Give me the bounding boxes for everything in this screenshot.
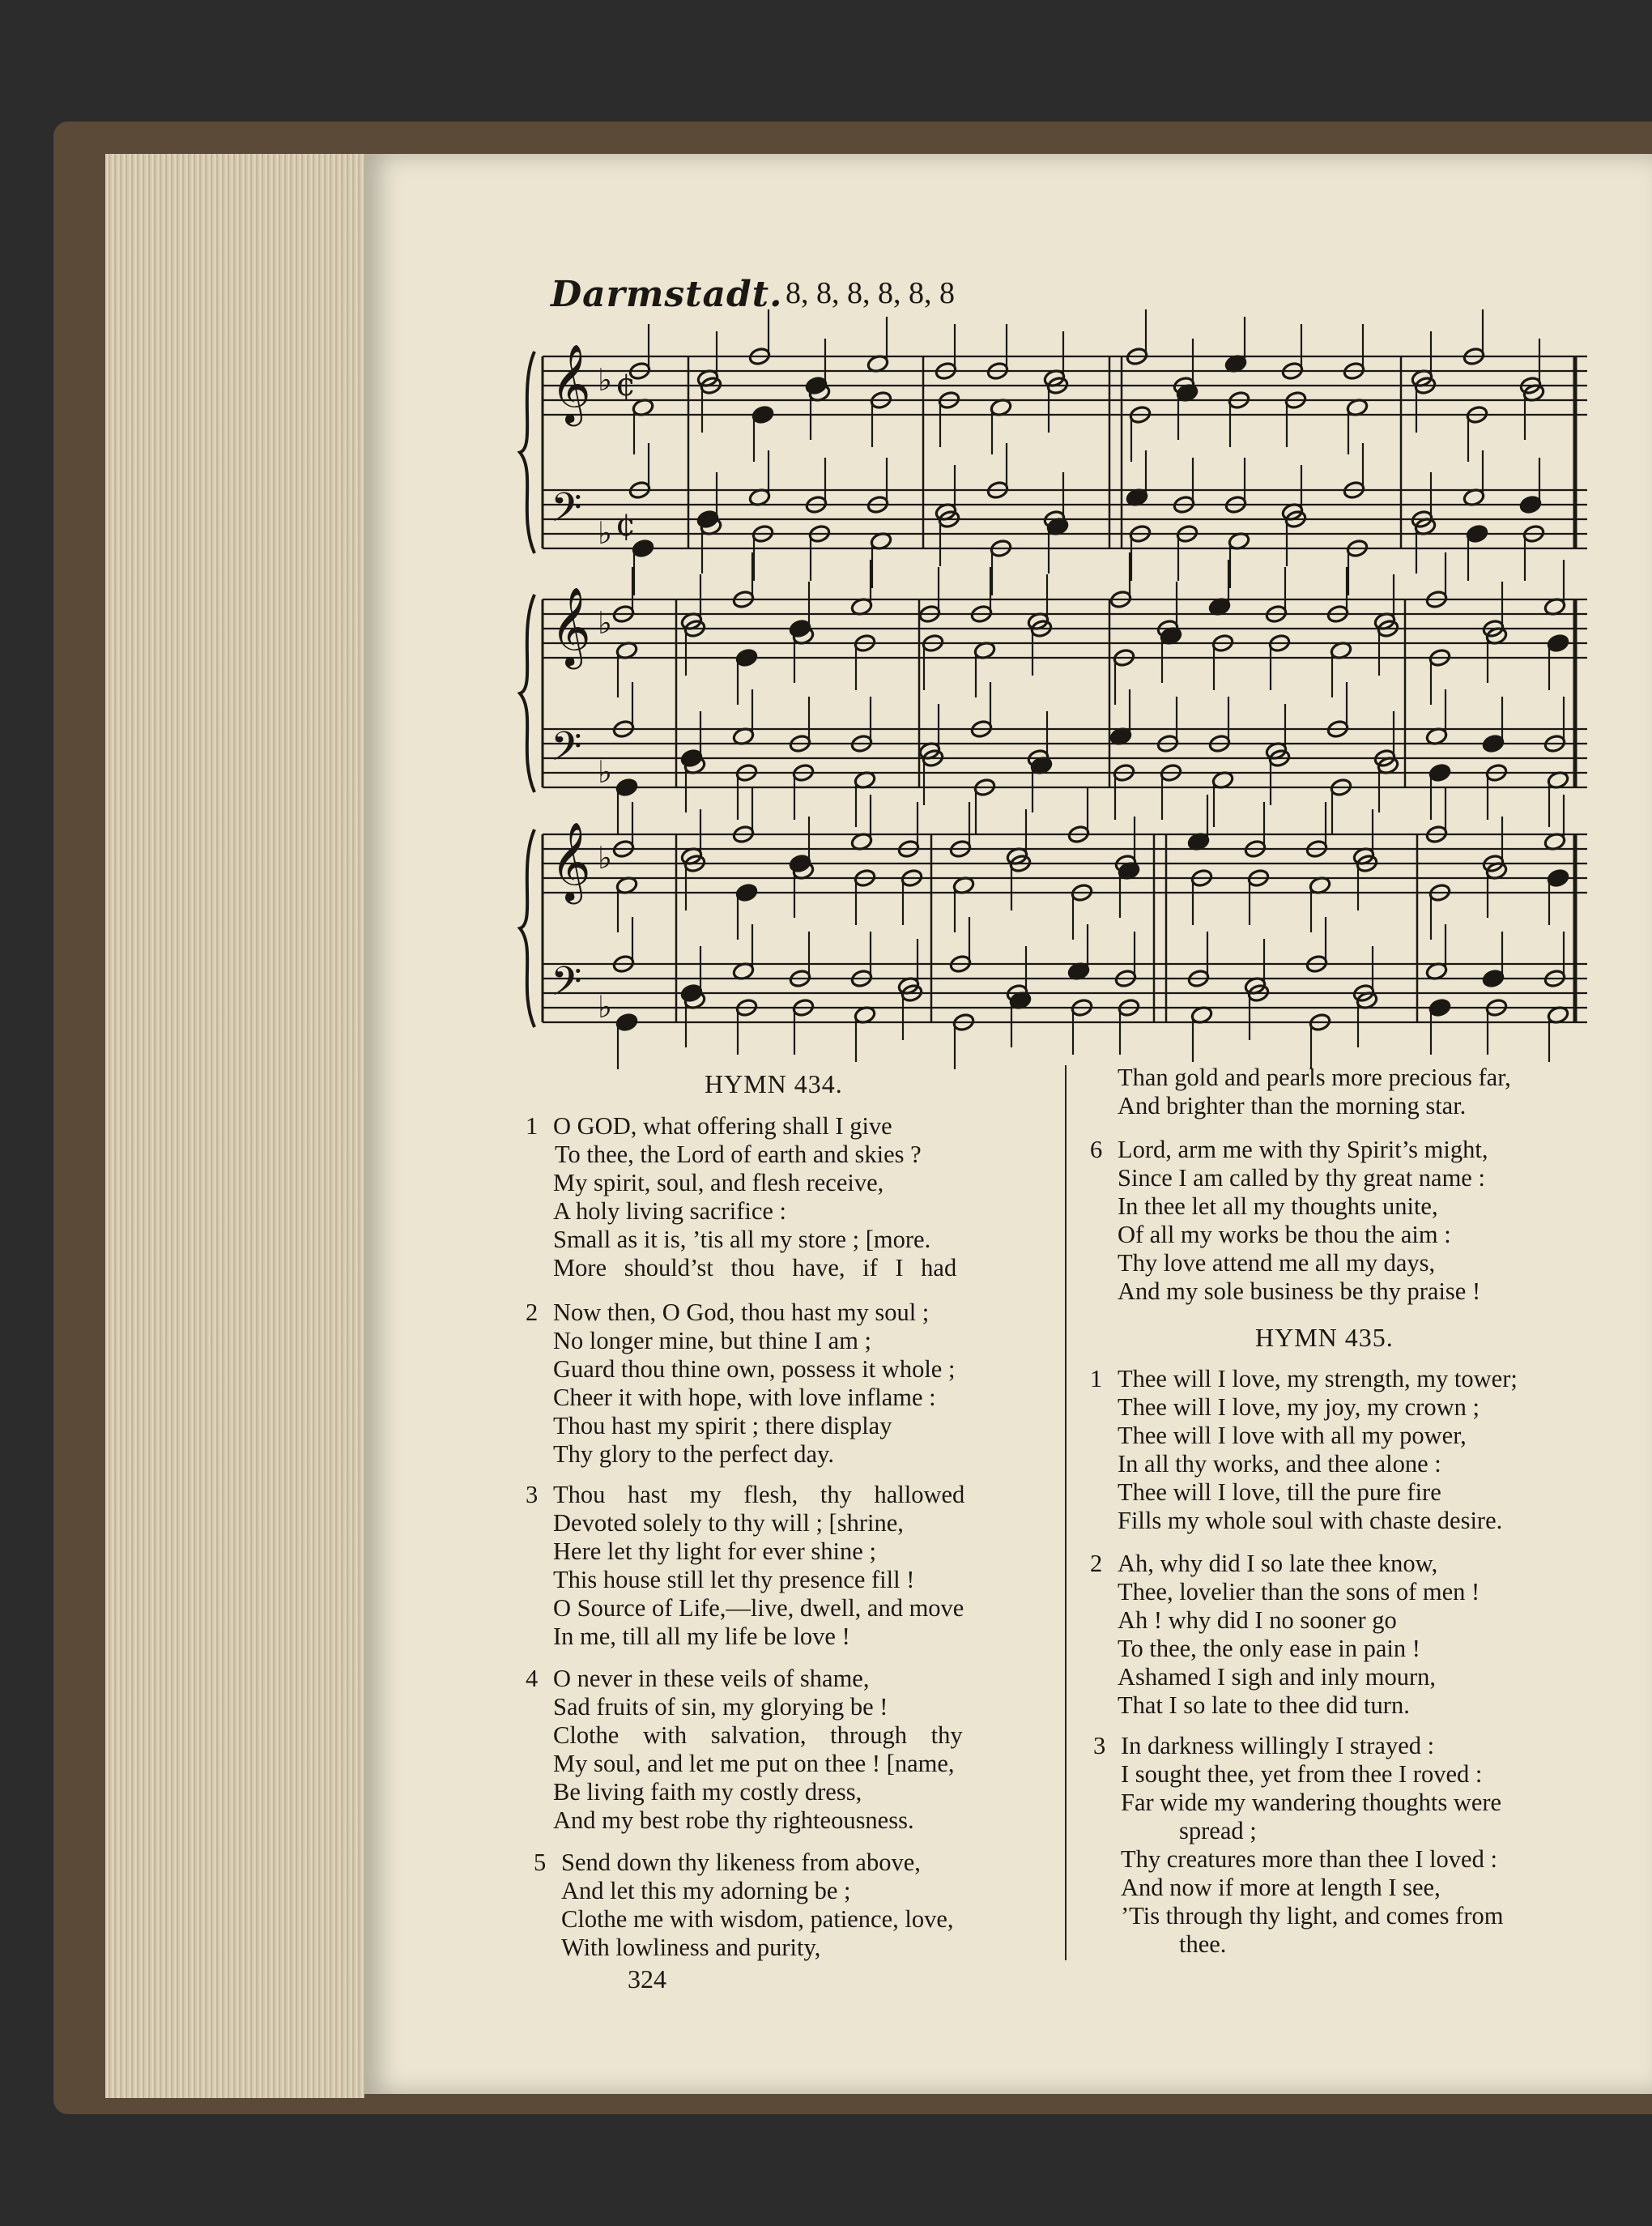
verse-line: Thy creatures more than thee I loved : — [1121, 1845, 1497, 1873]
verse-line: Thee will I love, till the pure fire — [1118, 1478, 1441, 1506]
verse-line: Thou hast my flesh, thy hallowed — [553, 1481, 965, 1508]
verse-line: With lowliness and purity, — [561, 1934, 821, 1961]
verse-line: Than gold and pearls more precious far, — [1118, 1064, 1511, 1091]
verse-line: My spirit, soul, and flesh receive, — [553, 1169, 884, 1196]
column-divider — [1065, 1065, 1067, 1960]
verse-number: 3 — [1093, 1732, 1106, 1759]
bass-clef: 𝄢 — [551, 484, 582, 541]
flat-sign: ♭ — [598, 989, 612, 1025]
hymn-434-title: HYMN 434. — [705, 1069, 843, 1098]
verse-line: Thy glory to the perfect day. — [553, 1440, 834, 1468]
verse-line: Send down thy likeness from above, — [561, 1849, 921, 1876]
hymn-435-title: HYMN 435. — [1255, 1323, 1394, 1352]
verse-line: Be living faith my costly dress, — [553, 1778, 862, 1806]
hymn-434-verse-5-continued — [1118, 1064, 1587, 1120]
verse-line: And let this my adorning be ; — [561, 1877, 851, 1904]
brace — [520, 352, 534, 553]
verse-line: Thee will I love, my strength, my tower; — [1118, 1365, 1518, 1392]
verse-line: Thee, lovelier than the sons of men ! — [1118, 1578, 1480, 1606]
verse-line: thee. — [1179, 1930, 1227, 1958]
time-signature: ¢ — [615, 506, 637, 544]
verse-line: Devoted solely to thy will ; [shrine, — [553, 1509, 904, 1537]
verse-number: 6 — [1090, 1136, 1103, 1163]
page-number: 324 — [628, 1964, 666, 1994]
brace — [520, 829, 534, 1027]
verse-line: My soul, and let me put on thee ! [name, — [553, 1750, 955, 1777]
verse-number: 2 — [526, 1298, 539, 1326]
verse-line: Ashamed I sigh and inly mourn, — [1118, 1663, 1437, 1691]
flat-sign: ♭ — [598, 840, 612, 876]
verse-number: 1 — [1090, 1365, 1103, 1392]
bass-clef: 𝄢 — [551, 723, 582, 780]
time-signature: ¢ — [615, 366, 637, 403]
verse-line: And now if more at length I see, — [1121, 1874, 1441, 1901]
flat-sign: ♭ — [598, 754, 612, 790]
verse-line: spread ; — [1179, 1817, 1257, 1844]
brace — [520, 595, 534, 792]
verse-line: Cheer it with hope, with love inflame : — [553, 1384, 936, 1411]
verse-number: 5 — [534, 1849, 547, 1876]
verse-line: No longer mine, but thine I am ; — [553, 1327, 872, 1354]
verse-line: Now then, O God, thou hast my soul ; — [553, 1298, 930, 1326]
hymn-435-verse-1 — [1090, 1365, 1587, 1535]
verse-line: In all thy works, and thee alone : — [1118, 1450, 1441, 1478]
treble-clef: 𝄞 — [551, 821, 591, 901]
verse-line: Thy love attend me all my days, — [1118, 1249, 1436, 1277]
verse-line: Guard thou thine own, possess it whole ; — [553, 1355, 956, 1383]
verse-line: Since I am called by thy great name : — [1118, 1164, 1485, 1192]
verse-line: ’Tis through thy light, and comes from — [1121, 1902, 1504, 1930]
verse-number: 1 — [526, 1112, 539, 1140]
verse-line: A holy living sacrifice : — [553, 1197, 786, 1225]
tune-name: Darmstadt. — [551, 274, 783, 315]
verse-line: This house still let thy presence fill ! — [553, 1566, 915, 1593]
verse-line: Sad fruits of sin, my glorying be ! — [553, 1693, 888, 1721]
verse-number: 2 — [1090, 1550, 1103, 1577]
flat-sign: ♭ — [598, 605, 612, 641]
verse-line: Of all my works be thou the aim : — [1118, 1221, 1451, 1248]
hymn-435-verse-3 — [1093, 1732, 1590, 1959]
hymn-434-verse-1 — [526, 1112, 1049, 1282]
verse-line: Here let thy light for ever shine ; — [553, 1537, 876, 1565]
verse-line: To thee, the Lord of earth and skies ? — [555, 1141, 922, 1168]
treble-clef: 𝄞 — [551, 586, 591, 666]
verse-line: Lord, arm me with thy Spirit’s might, — [1118, 1136, 1488, 1163]
verse-line: Thou hast my spirit ; there display — [553, 1412, 892, 1439]
verse-number: 3 — [526, 1481, 539, 1508]
verse-line: Ah ! why did I no sooner go — [1118, 1606, 1397, 1634]
verse-line: And brighter than the morning star. — [1118, 1092, 1467, 1119]
bass-clef: 𝄢 — [551, 958, 582, 1015]
hymn-434-verse-3 — [526, 1481, 1049, 1651]
hymn-434-verse-5 — [534, 1849, 1049, 1962]
verse-line: O GOD, what offering shall I give — [553, 1112, 892, 1140]
verse-number: 4 — [526, 1665, 539, 1692]
verse-line: Ah, why did I so late thee know, — [1118, 1550, 1438, 1577]
verse-line: In thee let all my thoughts unite, — [1118, 1192, 1438, 1220]
verse-line: In darkness willingly I strayed : — [1121, 1732, 1435, 1759]
verse-line: That I so late to thee did turn. — [1118, 1691, 1410, 1719]
verse-line: Far wide my wandering thoughts were — [1121, 1789, 1502, 1816]
hymn-434-verse-2 — [526, 1298, 1049, 1469]
verse-line: In me, till all my life be love ! — [553, 1623, 850, 1650]
verse-line: Thee will I love with all my power, — [1118, 1422, 1467, 1449]
flat-sign: ♭ — [598, 362, 612, 398]
verse-line: And my best robe thy righteousness. — [553, 1806, 914, 1834]
verse-line: Clothe with salvation, through thy — [553, 1721, 963, 1749]
verse-line: O Source of Life,—live, dwell, and move — [553, 1594, 964, 1622]
verse-line: Thee will I love, my joy, my crown ; — [1118, 1393, 1480, 1421]
treble-clef: 𝄞 — [551, 343, 591, 423]
verse-line: More should’st thou have, if I had — [553, 1254, 957, 1281]
hymn-434-verse-4 — [526, 1665, 1049, 1835]
verse-line: To thee, the only ease in pain ! — [1118, 1635, 1420, 1662]
verse-line: Fills my whole soul with chaste desire. — [1118, 1507, 1503, 1534]
hymn-434-verse-6 — [1090, 1136, 1587, 1306]
flat-sign: ♭ — [598, 515, 612, 551]
verse-line: And my sole business be thy praise ! — [1118, 1277, 1481, 1305]
hymn-435-verse-2 — [1090, 1550, 1587, 1720]
verse-line: Clothe me with wisdom, patience, love, — [561, 1905, 954, 1933]
tune-meter: 8, 8, 8, 8, 8, 8 — [786, 276, 955, 310]
verse-line: I sought thee, yet from thee I roved : — [1121, 1760, 1483, 1788]
verse-line: Small as it is, ’tis all my store ; [more. — [553, 1226, 931, 1253]
verse-line: O never in these veils of shame, — [553, 1665, 870, 1692]
